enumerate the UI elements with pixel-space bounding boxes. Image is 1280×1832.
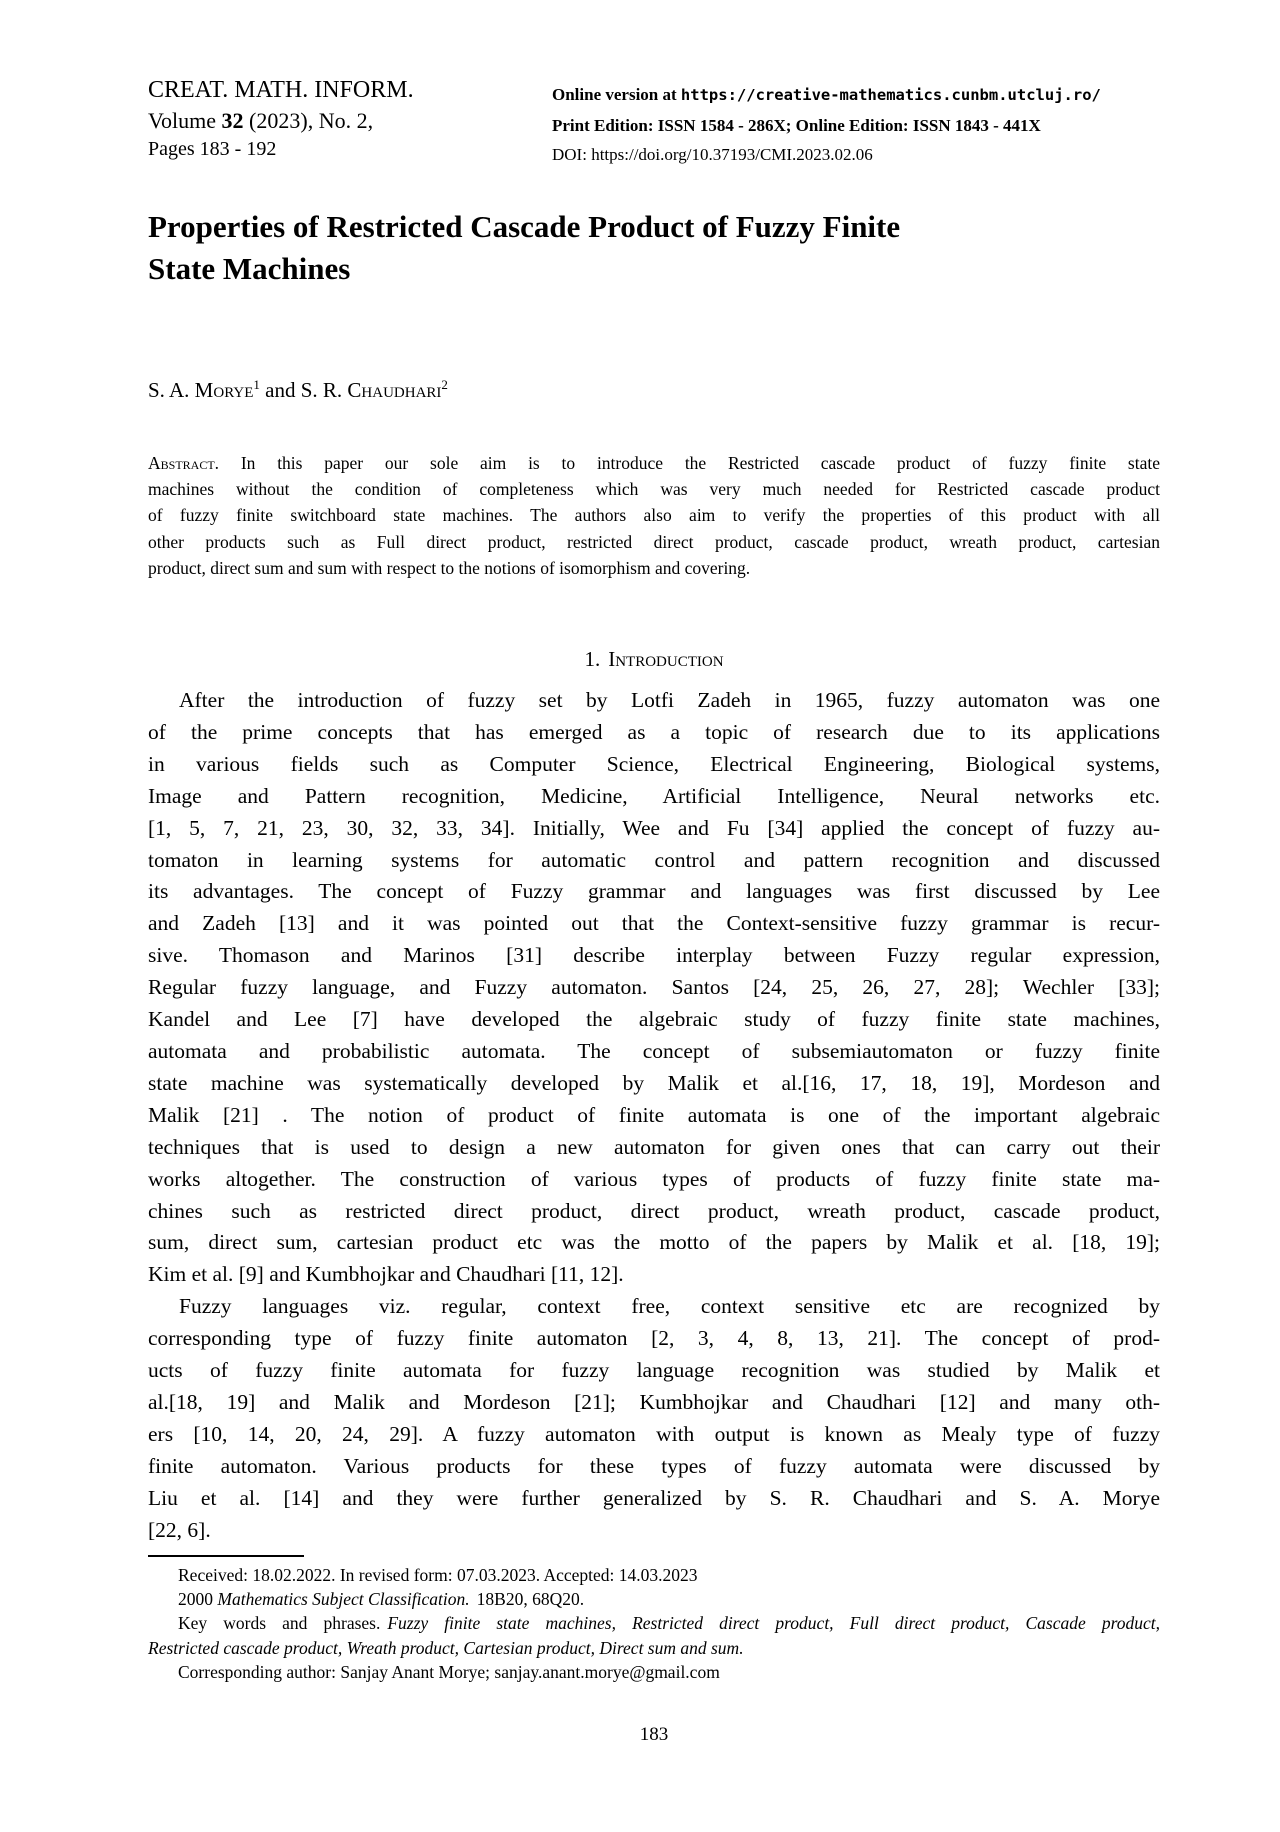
footnote-received: Received: 18.02.2022. In revised form: 07.03.2023. Accepted: 14.03.2023 [178,1565,698,1585]
msc-year: 2000 [178,1589,218,1610]
section-number: 1. [584,647,601,671]
volume-prefix: Volume [148,107,222,133]
footnote-rule [148,1555,304,1557]
text-line: works altogether. The construction of various types of products of fuzzy finite state ma- [148,1166,1160,1191]
text-line: state machine was systematically developed by Malik et al.[16, 17, 18, 19], Mordeson and [148,1070,1160,1095]
abstract-first-line [148,450,1160,476]
text-line: Kandel and Lee [7] have developed the algebraic study of fuzzy finite state machines, [148,1007,1160,1032]
journal-header-left [148,76,414,165]
text-line: Fuzzy languages viz. regular, context free, context sensitive etc are recognized by [179,1294,1160,1319]
author-1-affiliation-mark: 1 [253,377,260,392]
text-line: and Zadeh [13] and it was pointed out that the Context-sensitive fuzzy grammar is recur- [148,911,1160,936]
msc-label: Mathematics Subject Classification. [217,1589,470,1610]
text-line: automata and probabilistic automata. The concept of subsemiautomaton or fuzzy finite [148,1038,1160,1063]
intro-paragraph-1 [148,685,1160,1291]
online-version-line [552,80,1101,111]
text-line: product, direct sum and sum with respect to the notions of isomorphism and covering. [148,557,751,578]
keywords-label: Key words and phrases. [178,1613,381,1634]
text-line: Image and Pattern recognition, Medicine, Artificial Intelligence, Neural networks etc. [148,783,1160,808]
journal-header-right [552,80,1101,170]
text-line: techniques that is used to design a new automaton for given ones that can carry out their [148,1134,1160,1159]
abstract-label: Abstract. [148,453,220,473]
text-line: finite automaton. Various products for these types of fuzzy automata were discussed by [148,1453,1160,1478]
text-line: Malik [21] . The notion of product of finite automata is one of the important algebraic [148,1102,1160,1127]
journal-volume-line [148,106,414,136]
section-title: Introduction [608,647,724,671]
text-line: Liu et al. [14] and they were further generalized by S. R. Chaudhari and S. A. Morye [148,1485,1160,1510]
text-line: its advantages. The concept of Fuzzy grammar and languages was first discussed by Lee [148,879,1160,904]
doi-line: DOI: https://doi.org/10.37193/CMI.2023.02.06 [552,145,873,164]
text-line: machines without the condition of completeness which was very much needed for Restricted cascade product [148,479,1160,500]
intro-paragraph-2 [148,1291,1160,1546]
online-version-label: Online version at [552,85,681,104]
text-line: Kim et al. [9] and Kumbhojkar and Chaudhari [11, 12]. [148,1262,624,1287]
text-line: After the introduction of fuzzy set by Lotfi Zadeh in 1965, fuzzy automaton was one [179,688,1160,712]
text-line: ers [10, 14, 20, 24, 29]. A fuzzy automaton with output is known as Mealy type of fuzzy [148,1421,1160,1446]
authors-line [148,377,1160,403]
author-1: S. A. Morye [148,378,254,402]
text-line: ucts of fuzzy finite automata for fuzzy language recognition was studied by Malik et [148,1358,1160,1383]
volume-number: 32 [221,107,244,133]
issn-line: Print Edition: ISSN 1584 - 286X; Online Edition: ISSN 1843 - 441X [552,115,1041,135]
text-line: sum, direct sum, cartesian product etc was the motto of the papers by Malik et al. [18, 19]; [148,1230,1160,1255]
footnote-corresponding-author: Corresponding author: Sanjay Anant Morye; sanjay.anant.morye@gmail.com [178,1661,720,1682]
text-line: tomaton in learning systems for automatic control and pattern recognition and discussed [148,847,1160,872]
author-2-affiliation-mark: 2 [441,377,448,392]
paper-title [148,206,1160,290]
volume-suffix: (2023), No. 2, [243,107,374,133]
abstract-body [148,476,1160,581]
msc-codes: 18B20, 68Q20. [476,1589,585,1610]
footnote-msc [148,1587,1160,1611]
footnote-keywords-line1 [148,1611,1160,1635]
text-line: in various fields such as Computer Science, Electrical Engineering, Biological systems, [148,751,1160,776]
abstract [148,450,1160,581]
text-line: sive. Thomason and Marinos [31] describe interplay between Fuzzy regular expression, [148,943,1160,968]
text-line: other products such as Full direct product, restricted direct product, cascade product, wreath product, cartesian [148,531,1160,552]
text-line: [22, 6]. [148,1517,211,1542]
page-number: 183 [639,1724,669,1745]
journal-pages: Pages 183 - 192 [148,138,277,160]
introduction-body [148,685,1160,1546]
footnotes [148,1563,1160,1684]
journal-url: https://creative-mathematics.cunbm.utcluj.ro/ [680,86,1101,104]
text-line: [1, 5, 7, 21, 23, 30, 32, 33, 34]. Initially, Wee and Fu [34] applied the concept of fuzzy au- [148,815,1160,840]
text-line: al.[18, 19] and Malik and Mordeson [21]; Kumbhojkar and Chaudhari [12] and many oth- [148,1389,1160,1414]
authors-connector: and [259,378,301,402]
paper-title-line1: Properties of Restricted Cascade Product of Fuzzy Finite [148,209,901,244]
text-line: corresponding type of fuzzy finite automaton [2, 3, 4, 8, 13, 21]. The concept of prod- [148,1326,1160,1351]
paper-title-line2: State Machines [148,251,351,286]
text-line: Regular fuzzy language, and Fuzzy automaton. Santos [24, 25, 26, 27, 28]; Wechler [33]; [148,975,1160,1000]
section-heading [148,647,1160,672]
text-line: chines such as restricted direct product, direct product, wreath product, cascade product, [148,1198,1160,1223]
author-2: S. R. Chaudhari [300,378,442,402]
abstract-first-line-text: In this paper our sole aim is to introduce the Restricted cascade product of fuzzy finite state [219,453,1160,473]
journal-name: CREAT. MATH. INFORM. [148,77,414,103]
text-line: of the prime concepts that has emerged as a topic of research due to its applications [148,719,1160,744]
footnote-keywords-line2: Restricted cascade product, Wreath product, Cartesian product, Direct sum and sum. [148,1637,744,1658]
keywords-text-1: Fuzzy finite state machines, Restricted direct product, Full direct product, Cascade product, [387,1613,1160,1634]
text-line: of fuzzy finite switchboard state machines. The authors also aim to verify the properties of this product with all [148,505,1160,526]
